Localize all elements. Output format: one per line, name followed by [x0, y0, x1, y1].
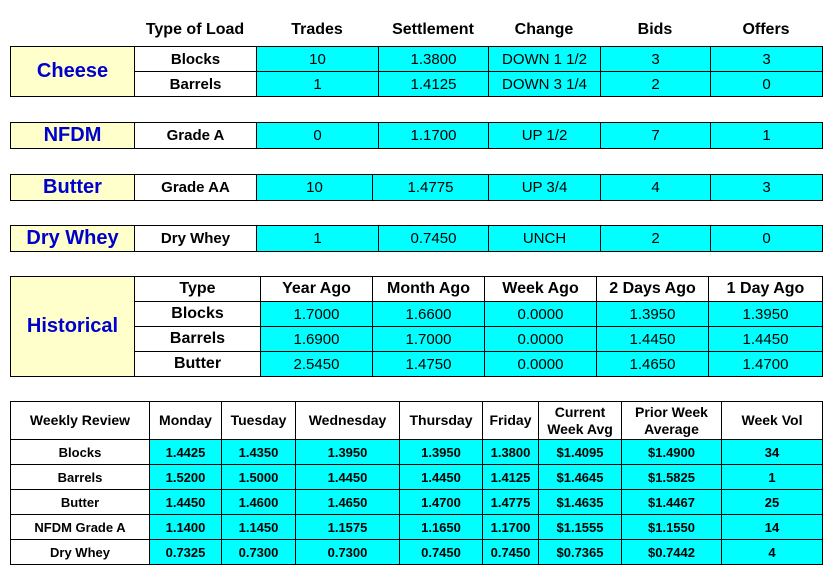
weekly-header-tuesday: Tuesday: [222, 402, 296, 440]
butter-table: [10, 174, 823, 201]
historical-value: 0.0000: [485, 302, 597, 327]
bids-value: 7: [601, 123, 711, 149]
historical-header-2-days-ago: 2 Days Ago: [597, 277, 709, 302]
dry-whey-table: [10, 225, 823, 252]
historical-value: 2.5450: [261, 352, 373, 377]
market-header: [134, 18, 822, 42]
nfdm-label: NFDM: [11, 123, 135, 149]
weekly-value: 1.4425: [150, 440, 222, 465]
historical-value: 1.4750: [373, 352, 485, 377]
weekly-header-row: [11, 402, 823, 440]
weekly-value: 0.7300: [222, 540, 296, 565]
weekly-value: 1.5200: [150, 465, 222, 490]
header-type-of-load: Type of Load: [145, 21, 245, 38]
dry-whey-label: Dry Whey: [11, 226, 135, 252]
weekly-value: 34: [722, 440, 823, 465]
change-value: UNCH: [489, 226, 601, 252]
historical-label: Historical: [11, 277, 135, 377]
weekly-value: 1.4450: [296, 465, 400, 490]
historical-value: 1.4700: [709, 352, 823, 377]
weekly-value: 0.7325: [150, 540, 222, 565]
weekly-value: $1.4645: [539, 465, 622, 490]
historical-header-row: [11, 277, 823, 302]
load-type: Dry Whey: [135, 226, 257, 252]
historical-header-1-day-ago: 1 Day Ago: [709, 277, 823, 302]
load-type: Barrels: [135, 72, 257, 97]
prior-line-1: Prior Week: [635, 403, 708, 420]
weekly-review-title: Weekly Review: [11, 402, 150, 440]
weekly-value: 0.7450: [483, 540, 539, 565]
weekly-value: 1.4450: [400, 465, 483, 490]
weekly-value: $1.4635: [539, 490, 622, 515]
header-settlement: Settlement: [392, 21, 474, 38]
offers-value: 0: [711, 226, 823, 252]
bids-value: 2: [601, 226, 711, 252]
load-type: Blocks: [135, 47, 257, 72]
change-value: UP 3/4: [489, 175, 601, 201]
weekly-value: $1.4467: [622, 490, 722, 515]
weekly-header-current-week-avg: [539, 402, 622, 440]
historical-value: 1.6600: [373, 302, 485, 327]
bids-value: 4: [601, 175, 711, 201]
weekly-value: 1.5000: [222, 465, 296, 490]
table-row: [11, 175, 823, 201]
table-row: [11, 226, 823, 252]
settlement-value: 1.3800: [379, 47, 489, 72]
weekly-value: 14: [722, 515, 823, 540]
load-type: Grade A: [135, 123, 257, 149]
weekly-header-prior-week-avg: [622, 402, 722, 440]
historical-value: 0.0000: [485, 327, 597, 352]
historical-type: Blocks: [135, 302, 261, 327]
weekly-row-name: Butter: [11, 490, 150, 515]
weekly-value: 1.3800: [483, 440, 539, 465]
weekly-header-monday: Monday: [150, 402, 222, 440]
historical-header-type: Type: [135, 277, 261, 302]
weekly-value: 0.7300: [296, 540, 400, 565]
change-value: DOWN 1 1/2: [489, 47, 601, 72]
settlement-value: 1.4775: [373, 175, 489, 201]
historical-value: 1.3950: [597, 302, 709, 327]
weekly-header-week-vol: Week Vol: [722, 402, 823, 440]
nfdm-table: [10, 122, 823, 149]
change-value: DOWN 3 1/4: [489, 72, 601, 97]
table-row: [11, 440, 823, 465]
prior-line-2: Average: [644, 420, 699, 437]
weekly-value: 1.1575: [296, 515, 400, 540]
weekly-row-name: Barrels: [11, 465, 150, 490]
table-row: [11, 490, 823, 515]
weekly-value: 1.4700: [400, 490, 483, 515]
weekly-value: 1.1450: [222, 515, 296, 540]
weekly-value: $1.4900: [622, 440, 722, 465]
offers-value: 1: [711, 123, 823, 149]
weekly-value: 1: [722, 465, 823, 490]
weekly-value: 1.4650: [296, 490, 400, 515]
weekly-value: 1.1700: [483, 515, 539, 540]
historical-type: Barrels: [135, 327, 261, 352]
current-line-1: Current: [554, 403, 606, 420]
trades-value: 1: [257, 72, 379, 97]
weekly-value: 1.3950: [400, 440, 483, 465]
settlement-value: 0.7450: [379, 226, 489, 252]
historical-value: 1.3950: [709, 302, 823, 327]
weekly-value: 1.4775: [483, 490, 539, 515]
trades-value: 1: [257, 226, 379, 252]
bids-value: 3: [601, 47, 711, 72]
historical-header-month-ago: Month Ago: [373, 277, 485, 302]
weekly-row-name: NFDM Grade A: [11, 515, 150, 540]
historical-type: Butter: [135, 352, 261, 377]
weekly-value: $0.7365: [539, 540, 622, 565]
settlement-value: 1.4125: [379, 72, 489, 97]
weekly-value: $1.1555: [539, 515, 622, 540]
change-value: UP 1/2: [489, 123, 601, 149]
weekly-value: 1.1400: [150, 515, 222, 540]
load-type: Grade AA: [135, 175, 257, 201]
trades-value: 0: [257, 123, 379, 149]
weekly-value: $0.7442: [622, 540, 722, 565]
weekly-header-wednesday: Wednesday: [296, 402, 400, 440]
weekly-value: 1.3950: [296, 440, 400, 465]
table-row: [11, 515, 823, 540]
weekly-value: 1.4125: [483, 465, 539, 490]
weekly-header-friday: Friday: [483, 402, 539, 440]
weekly-value: 4: [722, 540, 823, 565]
trades-value: 10: [257, 47, 379, 72]
offers-value: 0: [711, 72, 823, 97]
historical-value: 0.0000: [485, 352, 597, 377]
weekly-row-name: Blocks: [11, 440, 150, 465]
cheese-table: [10, 46, 823, 97]
weekly-value: 1.4350: [222, 440, 296, 465]
offers-value: 3: [711, 175, 823, 201]
weekly-value: $1.4095: [539, 440, 622, 465]
weekly-value: 1.4600: [222, 490, 296, 515]
weekly-value: 0.7450: [400, 540, 483, 565]
table-row: [11, 540, 823, 565]
historical-value: 1.6900: [261, 327, 373, 352]
current-line-2: Week Avg: [547, 420, 613, 437]
table-row: [11, 465, 823, 490]
weekly-row-name: Dry Whey: [11, 540, 150, 565]
offers-value: 3: [711, 47, 823, 72]
table-row: [11, 123, 823, 149]
weekly-header-thursday: Thursday: [400, 402, 483, 440]
historical-value: 1.4450: [597, 327, 709, 352]
bids-value: 2: [601, 72, 711, 97]
historical-value: 1.7000: [373, 327, 485, 352]
historical-value: 1.4650: [597, 352, 709, 377]
weekly-value: $1.1550: [622, 515, 722, 540]
header-offers: Offers: [742, 21, 790, 38]
table-row: [11, 47, 823, 72]
weekly-value: 1.1650: [400, 515, 483, 540]
historical-table: [10, 276, 823, 377]
historical-value: 1.4450: [709, 327, 823, 352]
settlement-value: 1.1700: [379, 123, 489, 149]
butter-label: Butter: [11, 175, 135, 201]
header-bids: Bids: [637, 21, 673, 38]
weekly-value: $1.5825: [622, 465, 722, 490]
weekly-review-table: [10, 401, 823, 565]
header-trades: Trades: [291, 21, 343, 38]
trades-value: 10: [257, 175, 373, 201]
historical-header-week-ago: Week Ago: [485, 277, 597, 302]
header-change: Change: [514, 21, 574, 38]
weekly-value: 1.4450: [150, 490, 222, 515]
weekly-value: 25: [722, 490, 823, 515]
cheese-label: Cheese: [11, 47, 135, 97]
historical-value: 1.7000: [261, 302, 373, 327]
historical-header-year-ago: Year Ago: [261, 277, 373, 302]
